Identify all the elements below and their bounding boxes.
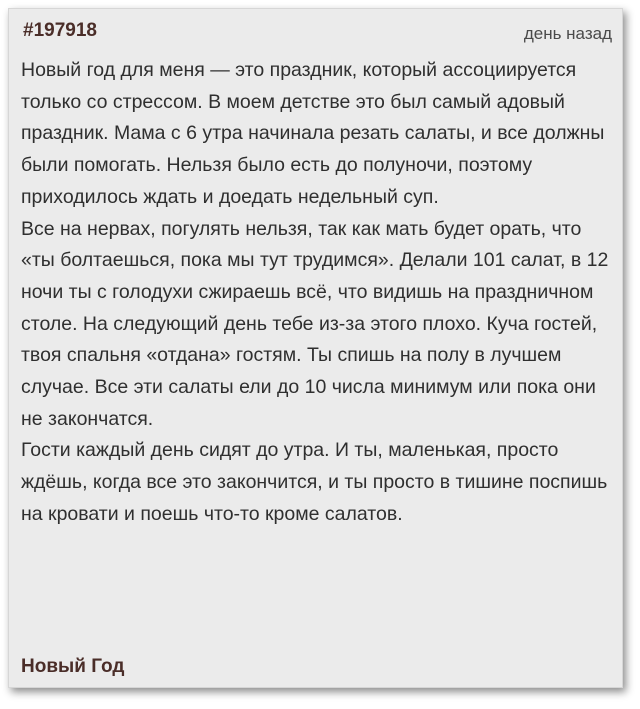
tag-link[interactable]: Новый Год xyxy=(21,656,125,677)
post-id-link[interactable]: #197918 xyxy=(23,20,97,41)
story-paragraph: Все на нервах, погулять нельзя, так как мать будет орать, что «ты болтаешься, пока мы тут трудимся». Делали 101 салат, в 12 ночи ты с голодухи сжираешь всё, что видишь на праздничном столе. На следующий день тебе из-за этого плохо. Куча гостей, твоя спальня «отдана» гостям. Ты спишь на полу в лучшем случае. Все эти салаты ели до 10 числа минимум или пока они не закончатся. xyxy=(21,217,609,430)
story-paragraph: Гости каждый день сидят до утра. И ты, маленькая, просто ждёшь, когда все это закончится, и ты просто в тишине поспишь на кровати и поешь что-то кроме салатов. xyxy=(21,439,608,525)
story-text xyxy=(21,55,617,531)
story-paragraph: Новый год для меня — это праздник, который ассоциируется только со стрессом. В моем детстве это был самый адовый праздник. Мама с 6 утра начинала резать салаты, и все должны были помогать. Нельзя было есть до полуночи, поэтому приходилось ждать и доедать недельный суп. xyxy=(21,59,605,208)
story-card xyxy=(8,8,623,688)
post-timestamp: день назад xyxy=(523,24,612,43)
